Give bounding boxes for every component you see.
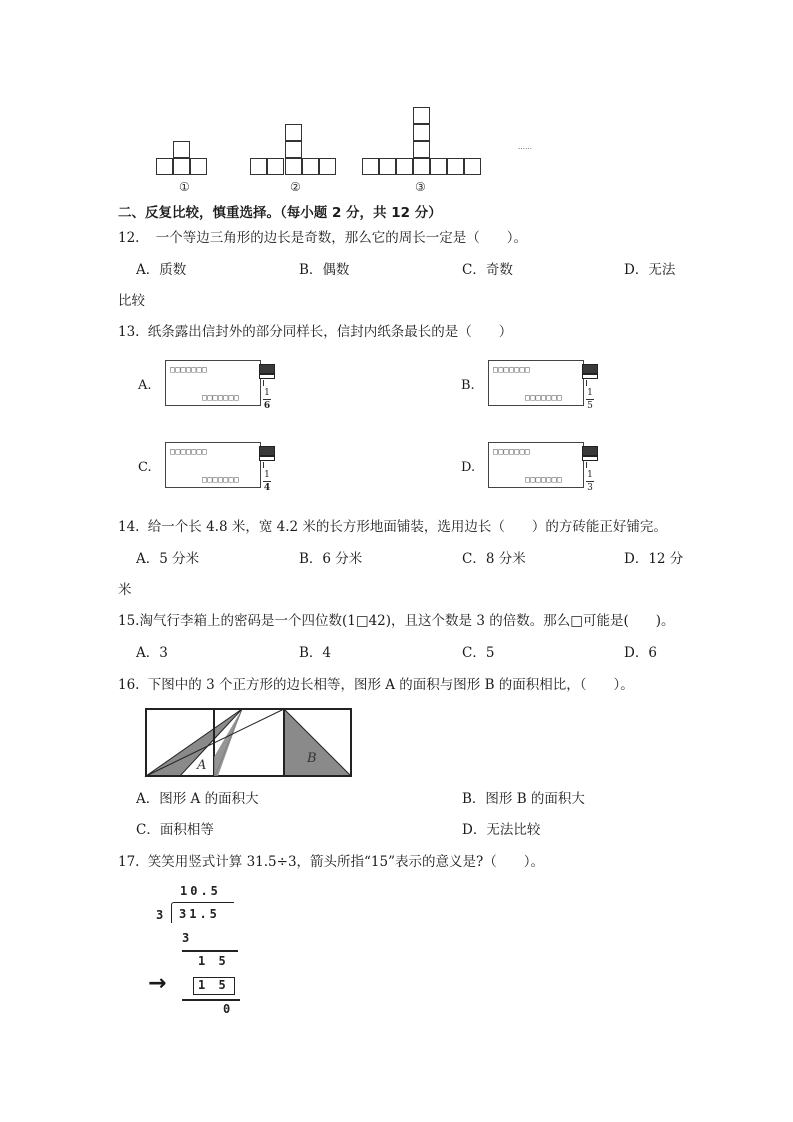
question-number: 13. bbox=[118, 324, 140, 340]
envelope bbox=[165, 360, 261, 406]
paper-strip-exposed bbox=[259, 446, 275, 456]
stamp-row-top: □□□□□□□ bbox=[493, 365, 531, 374]
fraction-denominator: 4 bbox=[263, 483, 271, 493]
option-label: D. bbox=[461, 460, 476, 475]
q16-squares-figure bbox=[143, 705, 357, 780]
stamp-row-top: □□□□□□□ bbox=[170, 365, 208, 374]
stamp-row-bottom: □□□□□□□ bbox=[525, 475, 563, 484]
division-step3: 1 5 bbox=[198, 978, 229, 992]
fraction-numerator: 1 bbox=[264, 470, 270, 480]
q12-option-a[interactable]: A．质数 bbox=[136, 262, 187, 278]
question-number: 16. bbox=[118, 677, 140, 693]
q15-option-d[interactable]: D．6 bbox=[624, 645, 657, 661]
q16-option-d[interactable]: D．无法比较 bbox=[462, 822, 541, 838]
pattern-label-3: ③ bbox=[415, 180, 426, 194]
q12-option-d[interactable]: D．无法 bbox=[624, 262, 676, 278]
fraction-bar bbox=[586, 481, 594, 482]
q14-option-d-wrap: 米 bbox=[118, 582, 132, 598]
strip-tick bbox=[586, 462, 587, 468]
division-line-2 bbox=[182, 999, 240, 1001]
stamp-row-top: □□□□□□□ bbox=[170, 447, 208, 456]
q12-option-c[interactable]: C．奇数 bbox=[462, 262, 513, 278]
long-division-figure bbox=[138, 880, 248, 1020]
strip-tick bbox=[586, 380, 587, 386]
pattern-label-1: ① bbox=[179, 180, 190, 194]
shape-b-label: B bbox=[307, 751, 317, 766]
question-number: 12. bbox=[118, 230, 140, 246]
q13-option-a[interactable] bbox=[135, 358, 285, 424]
q13-option-c[interactable] bbox=[135, 438, 285, 504]
paper-strip-exposed bbox=[582, 364, 598, 374]
fraction-denominator: 6 bbox=[263, 401, 271, 411]
stamp-row-bottom: □□□□□□□ bbox=[525, 393, 563, 402]
option-label: C. bbox=[138, 460, 152, 475]
division-dividend: 31.5 bbox=[179, 907, 220, 921]
q13-option-d[interactable] bbox=[458, 438, 608, 504]
paper-strip-exposed bbox=[259, 364, 275, 374]
pattern-ellipsis: …… bbox=[518, 143, 532, 151]
q14-option-c[interactable]: C．8 分米 bbox=[462, 551, 526, 567]
question-16 bbox=[118, 676, 634, 694]
question-text: 淘气行李箱上的密码是一个四位数(1□42)，且这个数是 3 的倍数。那么□可能是( )。 bbox=[139, 613, 675, 629]
paper-strip-inner bbox=[582, 374, 598, 379]
stamp-row-top: □□□□□□□ bbox=[493, 447, 531, 456]
question-15 bbox=[118, 612, 675, 630]
envelope bbox=[488, 442, 584, 488]
fraction-numerator: 1 bbox=[264, 388, 270, 398]
question-14 bbox=[118, 518, 667, 536]
q12-option-b[interactable]: B．偶数 bbox=[299, 262, 350, 278]
fraction-numerator: 1 bbox=[587, 470, 593, 480]
question-text: 纸条露出信封外的部分同样长，信封内纸条最长的是（ ） bbox=[147, 324, 513, 340]
division-quotient: 10.5 bbox=[180, 884, 221, 898]
question-text: 一个等边三角形的边长是奇数，那么它的周长一定是（ ）。 bbox=[155, 230, 528, 246]
division-divisor: 3 bbox=[156, 908, 167, 922]
question-number: 17. bbox=[118, 854, 140, 870]
strip-tick bbox=[263, 380, 264, 386]
question-13 bbox=[118, 323, 512, 341]
q15-option-a[interactable]: A．3 bbox=[136, 645, 168, 661]
fraction-bar bbox=[586, 399, 594, 400]
fraction-bar bbox=[263, 399, 271, 400]
q14-option-d[interactable]: D．12 分 bbox=[624, 551, 684, 567]
paper-strip-inner bbox=[259, 456, 275, 461]
question-text: 给一个长 4.8 米，宽 4.2 米的长方形地面铺装，选用边长（ ）的方砖能正好铺完。 bbox=[147, 519, 667, 535]
envelope bbox=[165, 442, 261, 488]
paper-strip-inner bbox=[582, 456, 598, 461]
option-label: B. bbox=[461, 378, 475, 393]
stamp-row-bottom: □□□□□□□ bbox=[202, 475, 240, 484]
pattern-label-2: ② bbox=[290, 180, 301, 194]
q15-option-c[interactable]: C．5 bbox=[462, 645, 495, 661]
division-step1: 3 bbox=[182, 931, 193, 945]
fraction-numerator: 1 bbox=[587, 388, 593, 398]
option-label: A. bbox=[138, 378, 152, 393]
question-12 bbox=[118, 229, 527, 247]
question-17 bbox=[118, 853, 544, 871]
fraction-bar bbox=[263, 481, 271, 482]
paper-strip-inner bbox=[259, 374, 275, 379]
section-title: 二、反复比较，慎重选择。（每小题 2 分，共 12 分） bbox=[118, 205, 442, 221]
paper-strip-exposed bbox=[582, 446, 598, 456]
question-number: 14. bbox=[118, 519, 140, 535]
envelope bbox=[488, 360, 584, 406]
q15-option-b[interactable]: B．4 bbox=[299, 645, 332, 661]
stamp-row-bottom: □□□□□□□ bbox=[202, 393, 240, 402]
question-text: 笑笑用竖式计算 31.5÷3，箭头所指“15”表示的意义是?（ ）。 bbox=[147, 854, 545, 870]
question-text: 下图中的 3 个正方形的边长相等，图形 A 的面积与图形 B 的面积相比，（ ）。 bbox=[147, 677, 634, 693]
division-step2: 1 5 bbox=[198, 954, 229, 968]
q12-option-d-wrap: 比较 bbox=[118, 293, 145, 309]
q14-option-b[interactable]: B．6 分米 bbox=[299, 551, 363, 567]
strip-tick bbox=[263, 462, 264, 468]
q16-option-a[interactable]: A．图形 A 的面积大 bbox=[136, 791, 259, 807]
shape-b-triangle bbox=[284, 709, 351, 776]
q16-option-c[interactable]: C．面积相等 bbox=[136, 822, 214, 838]
division-line-1 bbox=[182, 950, 238, 952]
shape-a-label: A bbox=[197, 758, 207, 773]
q14-option-a[interactable]: A．5 分米 bbox=[136, 551, 200, 567]
fraction-denominator: 3 bbox=[587, 483, 593, 493]
q13-option-b[interactable] bbox=[458, 358, 608, 424]
question-number: 15. bbox=[118, 613, 140, 629]
fraction-denominator: 5 bbox=[587, 401, 593, 411]
q16-option-b[interactable]: B．图形 B 的面积大 bbox=[462, 791, 585, 807]
pattern-figure bbox=[140, 95, 560, 200]
division-remainder: 0 bbox=[223, 1002, 234, 1016]
arrow-icon: → bbox=[148, 971, 167, 996]
